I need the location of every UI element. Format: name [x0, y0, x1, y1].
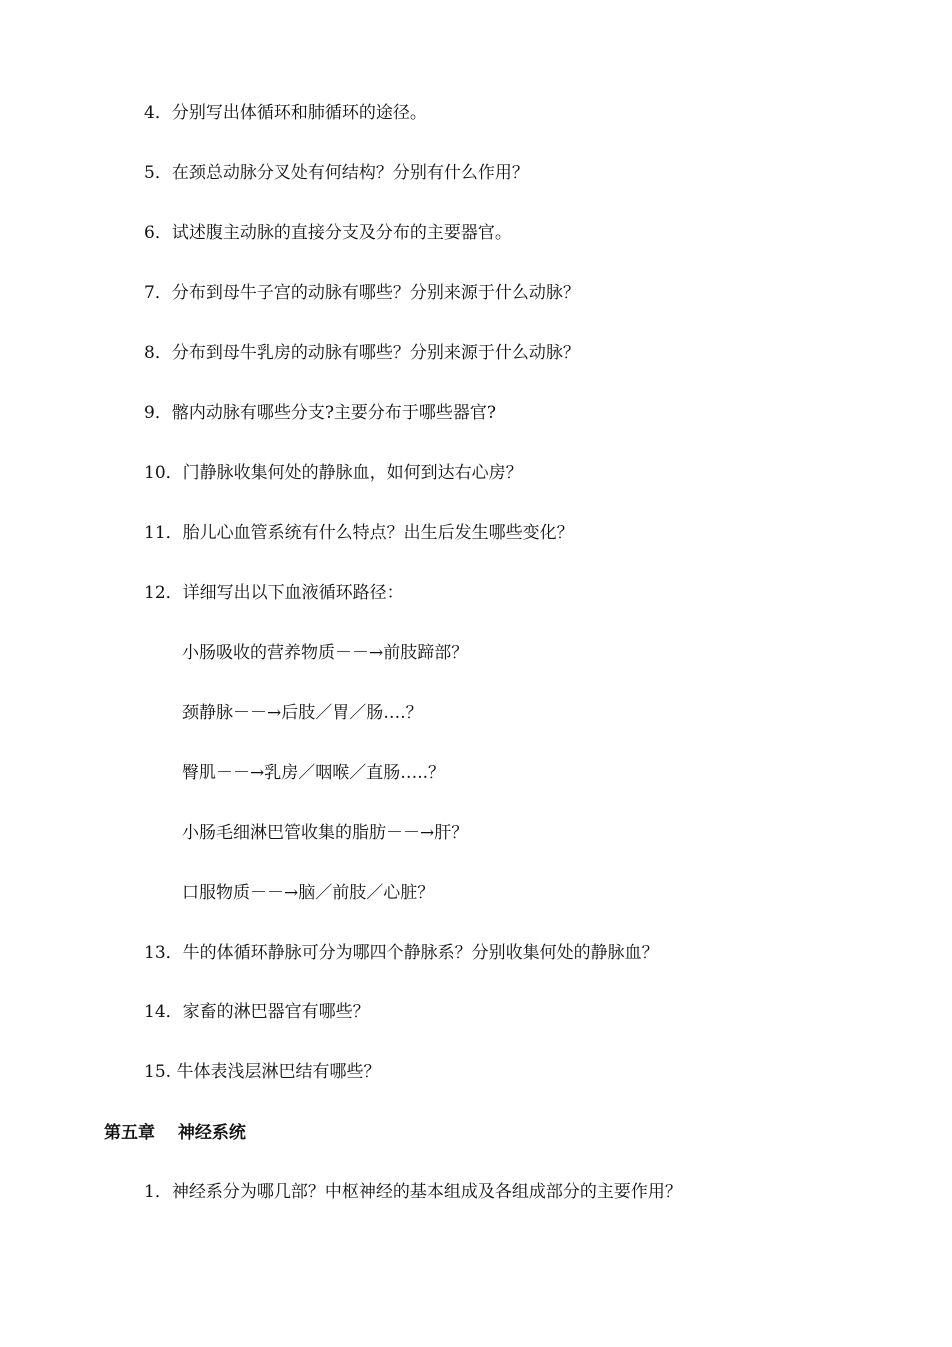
question-12: 12．详细写出以下血液循环路径： — [144, 583, 404, 603]
question-6: 6．试述腹主动脉的直接分支及分布的主要器官。 — [144, 223, 512, 243]
chapter-heading: 第五章 神经系统 — [104, 1123, 246, 1143]
question-4: 4．分别写出体循环和肺循环的途径。 — [144, 103, 427, 123]
question-7: 7．分布到母牛子宫的动脉有哪些？分别来源于什么动脉？ — [144, 283, 580, 303]
question-14: 14．家畜的淋巴器官有哪些？ — [144, 1002, 370, 1022]
route-item-5: 口服物质－－→脑／前肢／心脏？ — [182, 883, 435, 903]
route-item-1: 小肠吸收的营养物质－－→前肢蹄部？ — [182, 643, 469, 663]
question-10: 10．门静脉收集何处的静脉血，如何到达右心房？ — [144, 463, 523, 483]
route-item-4: 小肠毛细淋巴管收集的脂肪－－→肝？ — [182, 823, 469, 843]
route-item-2: 颈静脉－－→后肢／胃／肠….？ — [182, 703, 423, 723]
question-5: 5．在颈总动脉分叉处有何结构？分别有什么作用？ — [144, 163, 529, 183]
question-11: 11．胎儿心血管系统有什么特点？出生后发生哪些变化？ — [144, 523, 574, 543]
question-13: 13．牛的体循环静脉可分为哪四个静脉系？分别收集何处的静脉血？ — [144, 943, 659, 963]
chapter-question-1: 1．神经系分为哪几部？中枢神经的基本组成及各组成部分的主要作用？ — [144, 1182, 682, 1202]
question-9: 9．髂内动脉有哪些分支?主要分布于哪些器官? — [144, 403, 497, 423]
route-item-3: 臀肌－－→乳房／咽喉／直肠…..？ — [182, 763, 446, 783]
question-15: 15. 牛体表浅层淋巴结有哪些？ — [144, 1062, 381, 1082]
question-8: 8．分布到母牛乳房的动脉有哪些？分别来源于什么动脉？ — [144, 343, 580, 363]
